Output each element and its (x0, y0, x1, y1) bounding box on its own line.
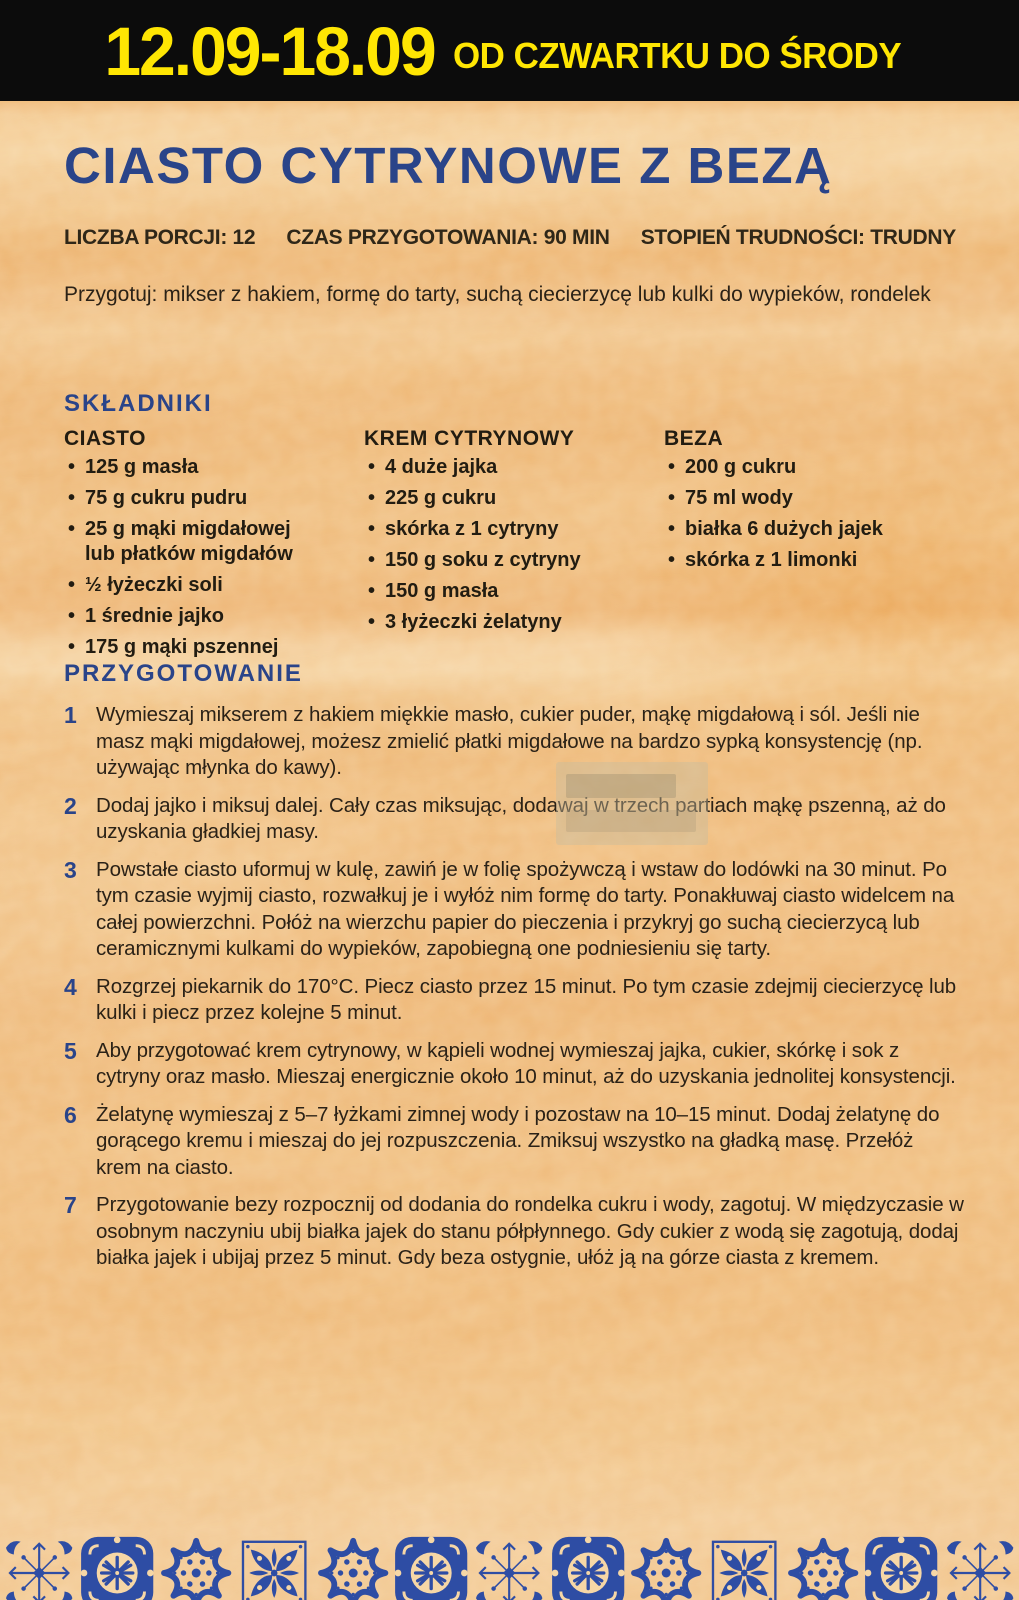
ingredient-item: • 1 średnie jajko (64, 604, 314, 629)
azulejo-rosette-icon (862, 1534, 940, 1600)
step-number: 4 (64, 973, 77, 1000)
ingredient-group-title: CIASTO (64, 427, 146, 450)
ingredient-item: • 150 g masła (364, 579, 614, 604)
step-number: 5 (64, 1037, 77, 1064)
preparation-step (64, 1038, 964, 1091)
ingredient-item: • 25 g mąki migdałowej lub płatków migdałów (64, 517, 314, 567)
step-number: 6 (64, 1101, 77, 1128)
preparation-heading: PRZYGOTOWANIE (64, 660, 303, 687)
ingredient-item: • 125 g masła (64, 455, 314, 480)
step-text: Rozgrzej piekarnik do 170°C. Piecz ciasto przez 15 minut. Po tym czasie zdejmij ciecierzycę lub kulki i piecz przez kolejne 5 minut. (96, 974, 957, 1024)
azulejo-star-icon (627, 1534, 705, 1600)
step-number: 7 (64, 1192, 77, 1218)
ingredient-item: • 200 g cukru (664, 455, 914, 480)
azulejo-rosette-icon (78, 1534, 156, 1600)
step-text: Przygotowanie bezy rozpocznij od dodania do rondelka cukru i wody, zagotuj. W międzyczasie w osobnym naczyniu ubij białka jajek do stanu półpłynnego. Gdy cukier z wodą się zagotują, dodaj białka jajek i ubijaj przez 5 minut. Gdy beza ostygnie, ułóż ją na górze ciasta z kremem. (96, 1193, 964, 1269)
prep-time-label: CZAS PRZYGOTOWANIA: 90 MIN (286, 226, 610, 249)
promo-date-range: 12.09-18.09 (104, 12, 435, 89)
preparation-step (64, 793, 964, 846)
step-text: Wymieszaj mikserem z hakiem miękkie masło, cukier puder, mąkę migdałową i sól. Jeśli nie masz mąki migdałowej, możesz zmielić płatki migdałowe na bardzo sypką konsystencję (np. używając młynka do kawy). (96, 703, 923, 779)
step-text: Powstałe ciasto uformuj w kulę, zawiń je w folię spożywczą i wstaw do lodówki na 30 minut. Po tym czasie wyjmij ciasto, rozwałkuj je i wyłóż nim formę do tarty. Ponakłuwaj ciasto widelcem na całej powierzchni. Połóż na wierzchu papier do pieczenia i przykryj go suchą ciecierzycą lub ceramicznymi kulkami do wypieków, zapobiegną one podniesieniu się tarty. (96, 857, 955, 960)
azulejo-border (0, 1534, 1019, 1600)
ingredient-item: • skórka z 1 limonki (664, 548, 914, 573)
ingredient-group-beza (664, 427, 964, 666)
azulejo-star-icon (314, 1534, 392, 1600)
ingredient-item: • 175 g mąki pszennej (64, 635, 314, 660)
ingredient-item: • 75 ml wody (664, 486, 914, 511)
ingredient-item: • skórka z 1 cytryny (364, 517, 614, 542)
step-number: 1 (64, 702, 77, 728)
ingredient-group-krem-cytrynowy (364, 427, 664, 666)
preparation-step (64, 974, 964, 1027)
azulejo-compass-icon (0, 1534, 78, 1600)
promo-bar (0, 0, 1019, 101)
difficulty-label: STOPIEŃ TRUDNOŚCI: TRUDNY (640, 226, 956, 249)
ingredient-item: • 225 g cukru (364, 486, 614, 511)
azulejo-damask-icon (235, 1534, 313, 1600)
preparation-step (64, 1192, 964, 1272)
ingredients-heading: SKŁADNIKI (64, 390, 213, 417)
ingredient-item: • ½ łyżeczki soli (64, 573, 314, 598)
ingredient-item: • białka 6 dużych jajek (664, 517, 914, 542)
preparation-step (64, 857, 964, 963)
azulejo-rosette-icon (549, 1534, 627, 1600)
preparation-step (64, 702, 964, 782)
azulejo-damask-icon (705, 1534, 783, 1600)
promo-subtitle: OD CZWARTKU DO ŚRODY (452, 34, 901, 76)
step-number: 3 (64, 856, 77, 883)
ingredient-item: • 150 g soku z cytryny (364, 548, 614, 573)
preparation-step (64, 1102, 964, 1182)
ingredient-item: • 3 łyżeczki żelatyny (364, 610, 614, 635)
recipe-title: CIASTO CYTRYNOWE Z BEZĄ (64, 137, 833, 194)
ingredient-item: • 75 g cukru pudru (64, 486, 314, 511)
ingredient-group-title: BEZA (664, 427, 724, 450)
step-number: 2 (64, 792, 77, 819)
step-text: Dodaj jajko i miksuj dalej. Cały czas miksując, dodawaj w trzech partiach mąkę pszenną, aż do uzyskania gładkiej masy. (96, 793, 946, 843)
azulejo-compass-icon (470, 1534, 548, 1600)
step-text: Aby przygotować krem cytrynowy, w kąpieli wodnej wymieszaj jajka, cukier, skórkę i sok z cytryny oraz masło. Mieszaj energicznie około 10 minut, aż do uzyskania jednolitej konsystencji. (96, 1038, 956, 1088)
azulejo-compass-icon (941, 1534, 1019, 1600)
step-text: Żelatynę wymieszaj z 5–7 łyżkami zimnej wody i pozostaw na 10–15 minut. Dodaj żelatynę do gorącego kremu i mieszaj do jej rozpuszczenia. Zmiksuj wszystko na gładką masę. Przełóż krem na ciasto. (96, 1102, 940, 1179)
ingredient-item: • 4 duże jajka (364, 455, 614, 480)
ingredient-group-title: KREM CYTRYNOWY (364, 427, 575, 450)
azulejo-rosette-icon (392, 1534, 470, 1600)
recipe-meta (64, 226, 956, 250)
servings-label: LICZBA PORCJI: 12 (64, 226, 256, 249)
equipment-note: Przygotuj: mikser z hakiem, formę do tarty, suchą ciecierzycę lub kulki do wypieków, rondelek (64, 283, 931, 306)
ingredients-section (64, 390, 984, 666)
azulejo-star-icon (784, 1534, 862, 1600)
preparation-section (64, 660, 964, 1283)
ingredient-group-ciasto (64, 427, 364, 666)
azulejo-star-icon (157, 1534, 235, 1600)
